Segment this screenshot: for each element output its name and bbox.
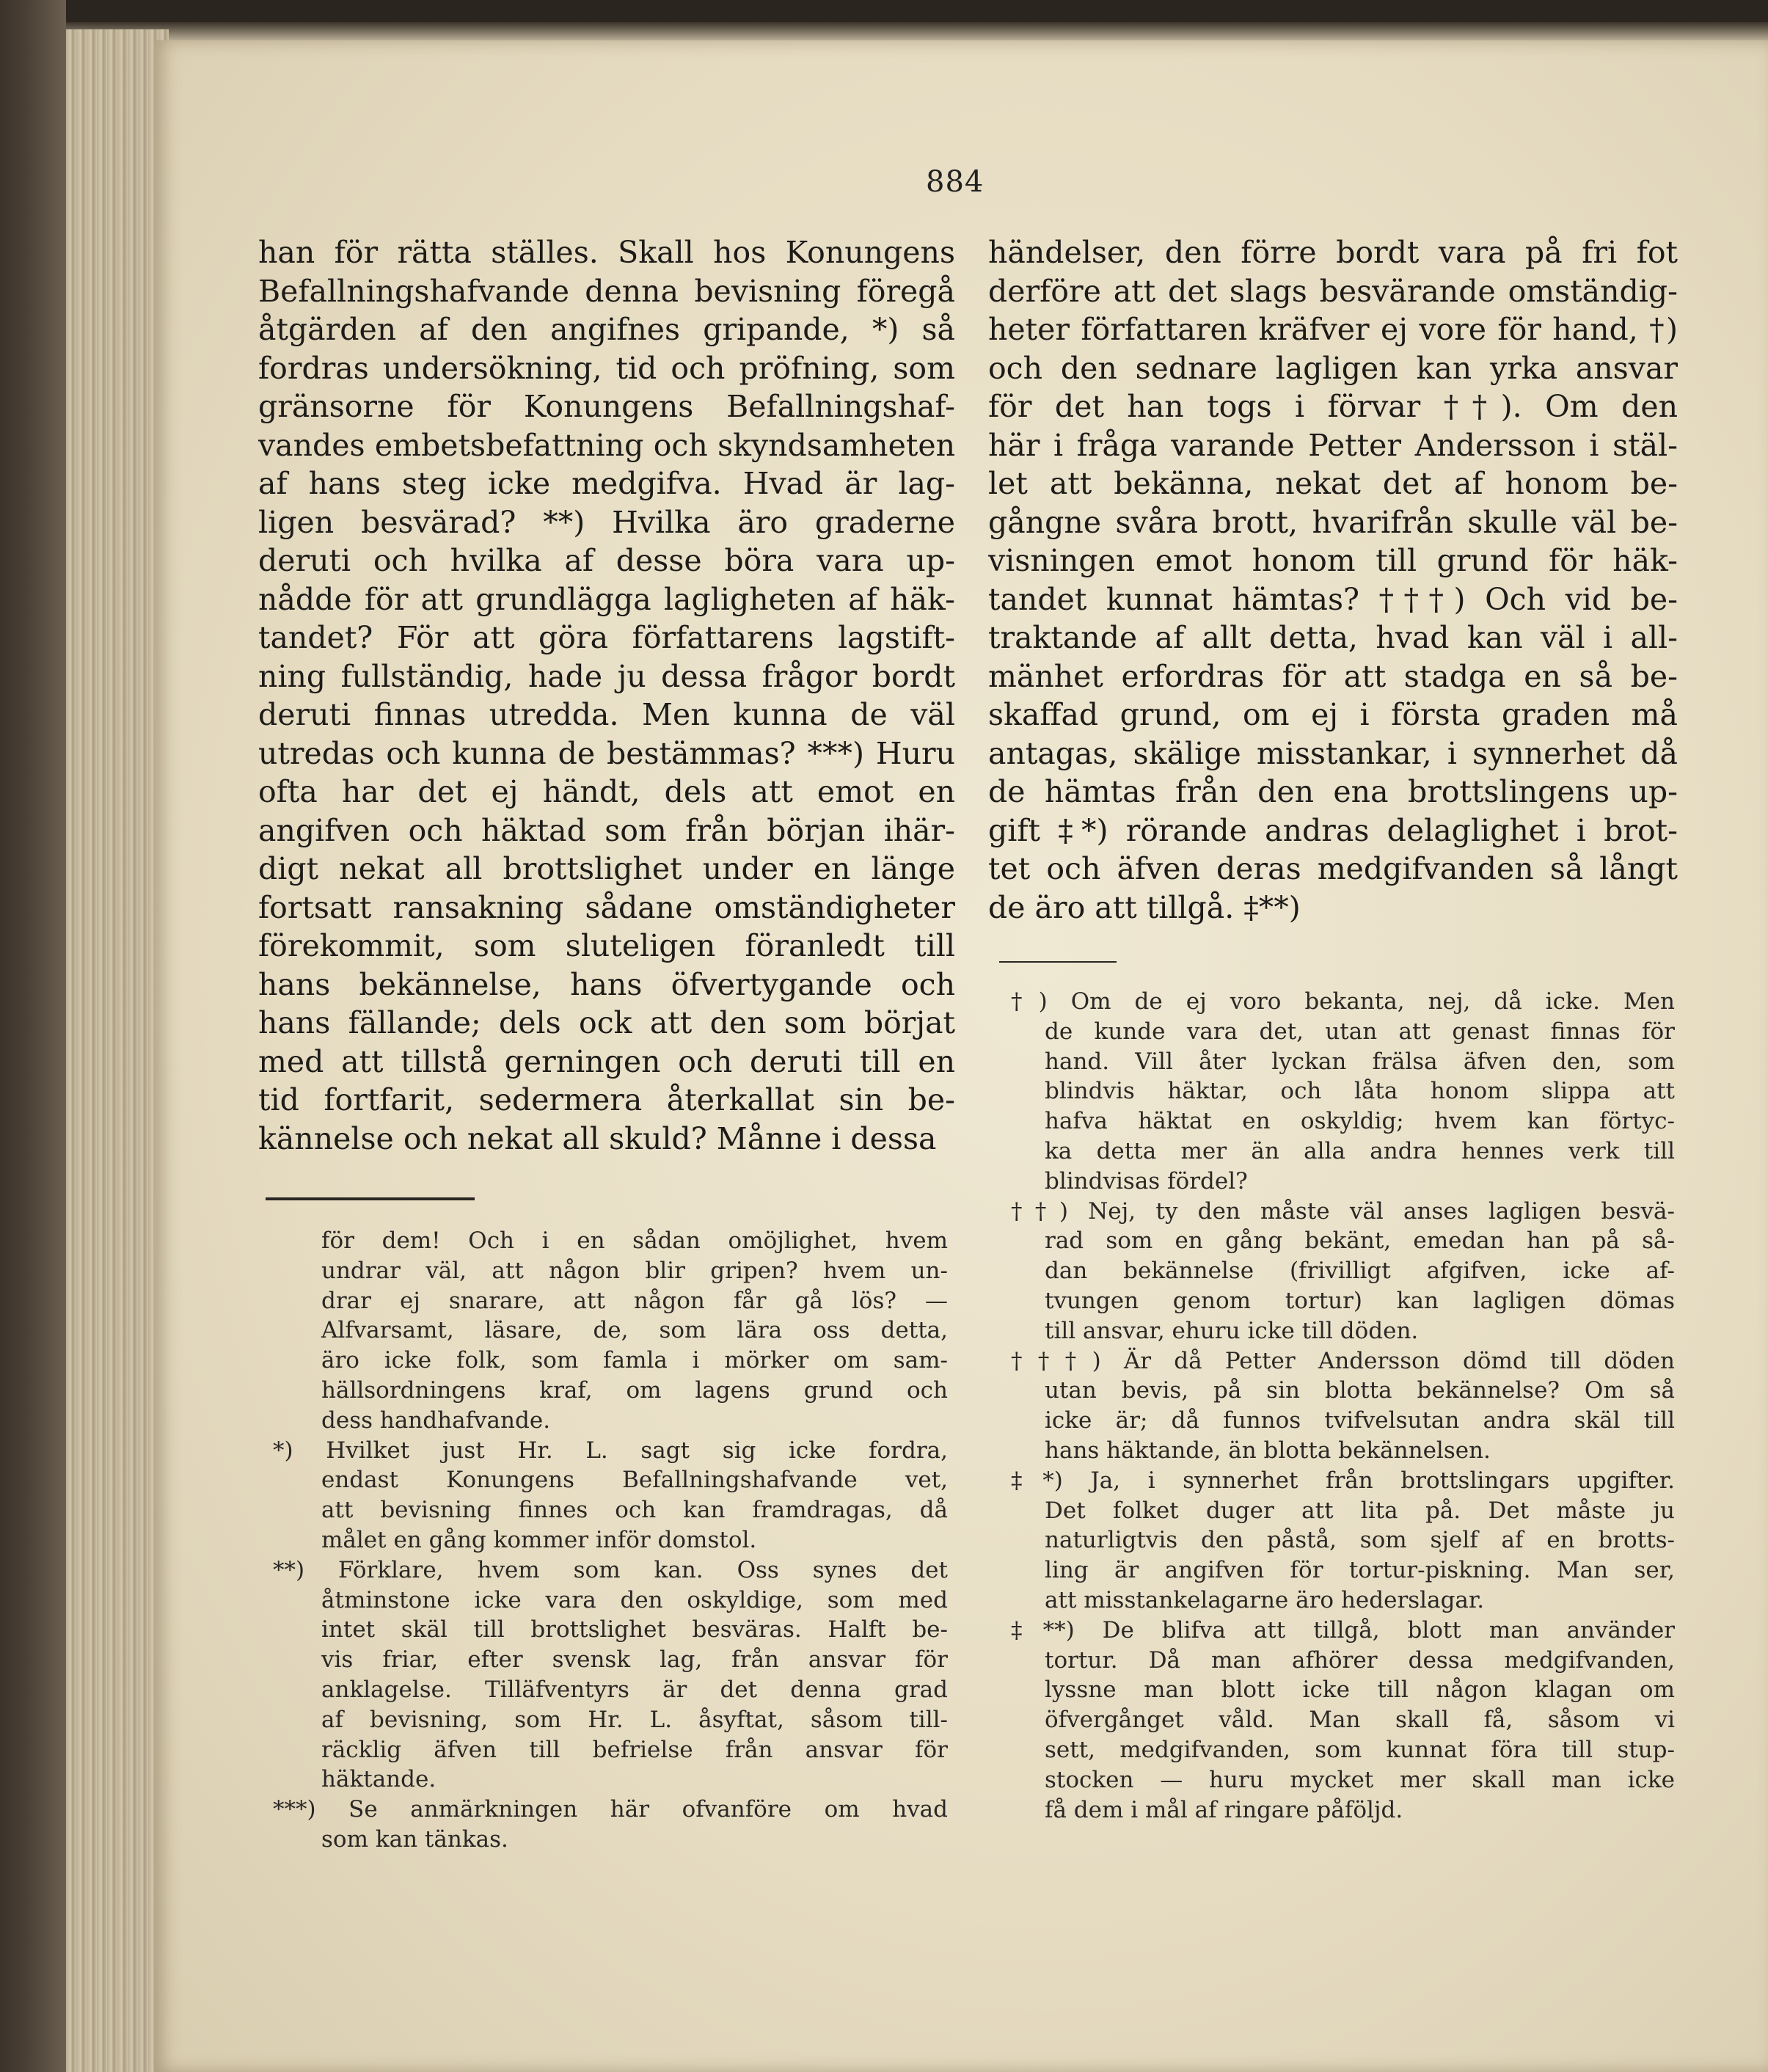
text-line: de äro att tillgå. ‡**) [988, 889, 1301, 925]
footnote-line: hans häktande, än blotta bekännelsen. [1045, 1437, 1491, 1464]
footnote-line: naturligtvis den påstå, som sjelf af en brotts- [1045, 1527, 1675, 1554]
text-line: händelser, den förre bordt vara på fri fot [988, 235, 1678, 270]
footnote-line: endast Konungens Befallningshafvande vet, [321, 1467, 948, 1494]
footnote-line: ling är angifven för tortur-piskning. Man ser, [1045, 1557, 1675, 1584]
text-line: han för rätta ställes. Skall hos Konungens [258, 235, 955, 270]
footnote-line: äro icke folk, som famla i mörker om sam- [321, 1347, 948, 1374]
footnote-rule-right [999, 961, 1117, 963]
footnote-line: de kunde vara det, utan att genast finnas för [1045, 1018, 1675, 1045]
footnote-line: intet skäl till brottslighet besväras. Halft be- [321, 1616, 948, 1644]
footnote-line: ka detta mer än alla andra hennes verk till [1045, 1137, 1675, 1164]
left-footnotes [273, 1226, 948, 1855]
text-line: deruti och hvilka af desse böra vara up- [258, 543, 955, 578]
page-edges [66, 29, 169, 2072]
right-column-text [988, 233, 1678, 927]
footnote-line: rad som en gång bekänt, emedan han på så- [1045, 1227, 1675, 1255]
footnote-line: tvungen genom tortur) kan lagligen dömas [1045, 1287, 1675, 1314]
text-line: ning fullständig, hade ju dessa frågor bordt [258, 658, 955, 694]
text-line: ligen besvärad? **) Hvilka äro graderne [258, 504, 955, 540]
text-line: antagas, skälige misstankar, i synnerhet då [988, 735, 1678, 771]
text-line: digt nekat all brottslighet under en länge [258, 851, 955, 886]
footnote-line: hand. Vill åter lyckan frälsa äfven den, som [1045, 1048, 1675, 1075]
footnote-line: att bevisning finnes och kan framdragas, då [321, 1497, 948, 1524]
footnote-line: *) Hvilket just Hr. L. sagt sig icke fordra, [273, 1437, 948, 1464]
footnote-line: dess handhafvande. [321, 1407, 551, 1434]
footnote-line: ‡*) Ja, i synnerhet från brottslingars upgifter. [1011, 1467, 1675, 1494]
footnote-line: drar ej snarare, att någon får gå lös? — [321, 1287, 948, 1314]
book-binding [0, 0, 66, 2072]
text-line: skaffad grund, om ej i första graden må [988, 697, 1678, 732]
footnote-line: ***) Se anmärkningen här ofvanföre om hvad [273, 1796, 948, 1823]
text-line: gift ‡*) rörande andras delaglighet i brot- [988, 812, 1678, 848]
footnote-line: att misstankelagarne äro hederslagar. [1045, 1586, 1485, 1613]
footnote-line: **) Förklare, hvem som kan. Oss synes det [273, 1556, 948, 1583]
text-line: tid fortfarit, sedermera återkallat sin be- [258, 1082, 955, 1117]
footnote-line: stocken — huru mycket mer skall man icke [1045, 1766, 1675, 1793]
text-line: vandes embetsbefattning och skyndsamheten [258, 427, 955, 463]
text-line: gångne svåra brott, hvarifrån skulle väl be- [988, 504, 1678, 540]
footnote-rule-left [266, 1197, 475, 1200]
text-line: här i fråga varande Petter Andersson i stäl- [988, 427, 1678, 463]
footnote-line: häktande. [321, 1766, 436, 1793]
footnote-line: anklagelse. Tilläfventyrs är det denna grad [321, 1676, 948, 1703]
text-line: kännelse och nekat all skuld? Månne i dessa [258, 1120, 937, 1156]
footnote-line: Det folket duger att lita på. Det måste ju [1045, 1497, 1675, 1524]
text-line: med att tillstå gerningen och deruti till en [258, 1043, 955, 1079]
footnote-line: af bevisning, som Hr. L. åsyftat, såsom till- [321, 1706, 948, 1733]
footnote-line: få dem i mål af ringare påföljd. [1045, 1796, 1403, 1823]
text-line: förekommit, som sluteligen föranledt till [258, 928, 955, 963]
footnote-line: som kan tänkas. [321, 1825, 508, 1853]
text-line: deruti finnas utredda. Men kunna de väl [258, 697, 955, 732]
footnote-line: lyssne man blott icke till någon klagan om [1045, 1677, 1675, 1704]
text-line: och den sednare lagligen kan yrka ansvar [988, 350, 1678, 386]
text-line: traktande af allt detta, hvad kan väl i all- [988, 620, 1678, 655]
text-line: utredas och kunna de bestämmas? ***) Huru [258, 735, 955, 771]
left-column-text [258, 233, 955, 1158]
text-line: angifven och häktad som från början ihär- [258, 812, 955, 848]
text-line: mänhet erfordras för att stadga en så be- [988, 658, 1678, 694]
footnote-line: icke är; då funnos tvifvelsutan andra skäl till [1045, 1407, 1675, 1434]
page-number: 884 [926, 165, 985, 199]
text-line: af hans steg icke medgifva. Hvad är lag- [258, 466, 955, 501]
footnote-line: hafva häktat en oskyldig; hvem kan förtyc- [1045, 1108, 1675, 1135]
text-line: hans fällande; dels ock att den som börjat [258, 1005, 955, 1040]
text-line: fortsatt ransakning sådane omständigheter [258, 889, 955, 925]
text-line: Befallningshafvande denna bevisning föregå [258, 273, 955, 309]
text-line: tandet kunnat hämtas? †††) Och vid be- [988, 581, 1678, 617]
text-line: de hämtas från den ena brottslingens up- [988, 774, 1678, 809]
footnote-line: ††) Nej, ty den måste väl anses lagligen besvä- [1011, 1197, 1675, 1225]
text-line: tandet? För att göra författarens lagstift- [258, 620, 955, 655]
footnote-line: utan bevis, på sin blotta bekännelse? Om så [1045, 1377, 1675, 1404]
text-line: för det han togs i förvar ††). Om den [988, 389, 1678, 424]
footnote-line: räcklig äfven till befrielse från ansvar för [321, 1736, 948, 1763]
footnote-line: till ansvar, ehuru icke till döden. [1045, 1317, 1419, 1344]
text-line: nådde för att grundlägga lagligheten af häk- [258, 581, 955, 617]
footnote-line: öfvergånget våld. Man skall få, såsom vi [1045, 1707, 1675, 1734]
footnote-line: blindvis häktar, och låta honom slippa att [1045, 1078, 1675, 1105]
text-line: visningen emot honom till grund för häk- [988, 543, 1678, 578]
text-line: let att bekänna, nekat det af honom be- [988, 466, 1678, 501]
footnote-line: hällsordningens kraf, om lagens grund och [321, 1376, 948, 1404]
text-line: tet och äfven deras medgifvanden så långt [988, 851, 1678, 886]
text-line: hans bekännelse, hans öfvertygande och [258, 966, 955, 1002]
footnote-line: för dem! Och i en sådan omöjlighet, hvem [321, 1227, 948, 1254]
text-line: gränsorne för Konungens Befallningshaf- [258, 389, 955, 424]
text-line: fordras undersökning, tid och pröfning, som [258, 350, 955, 386]
text-line: ofta har det ej händt, dels att emot en [258, 774, 955, 809]
right-footnotes [1011, 987, 1675, 1825]
text-line: åtgärden af den angifnes gripande, *) så [258, 312, 955, 347]
footnote-line: åtminstone icke vara den oskyldige, som med [321, 1586, 948, 1613]
footnote-line: †) Om de ej voro bekanta, nej, då icke. Men [1011, 988, 1675, 1015]
footnote-line: dan bekännelse (frivilligt afgifven, icke af- [1045, 1258, 1675, 1285]
footnote-line: sett, medgifvanden, som kunnat föra till stup- [1045, 1736, 1675, 1763]
footnote-line: ‡**) De blifva att tillgå, blott man använder [1011, 1616, 1675, 1644]
footnote-line: tortur. Då man afhörer dessa medgifvanden, [1045, 1646, 1675, 1674]
footnote-line: målet en gång kommer inför domstol. [321, 1526, 757, 1553]
text-line: derföre att det slags besvärande omständig- [988, 273, 1678, 309]
footnote-line: vis friar, efter svensk lag, från ansvar för [321, 1646, 948, 1674]
footnote-line: †††) Är då Petter Andersson dömd till döden [1011, 1347, 1675, 1374]
footnote-line: Alfvarsamt, läsare, de, som lära oss detta, [321, 1317, 948, 1344]
text-line: heter författaren kräfver ej vore för hand, †) [988, 312, 1678, 347]
footnote-line: undrar väl, att någon blir gripen? hvem un- [321, 1257, 948, 1284]
footnote-line: blindvisas fördel? [1045, 1167, 1248, 1194]
